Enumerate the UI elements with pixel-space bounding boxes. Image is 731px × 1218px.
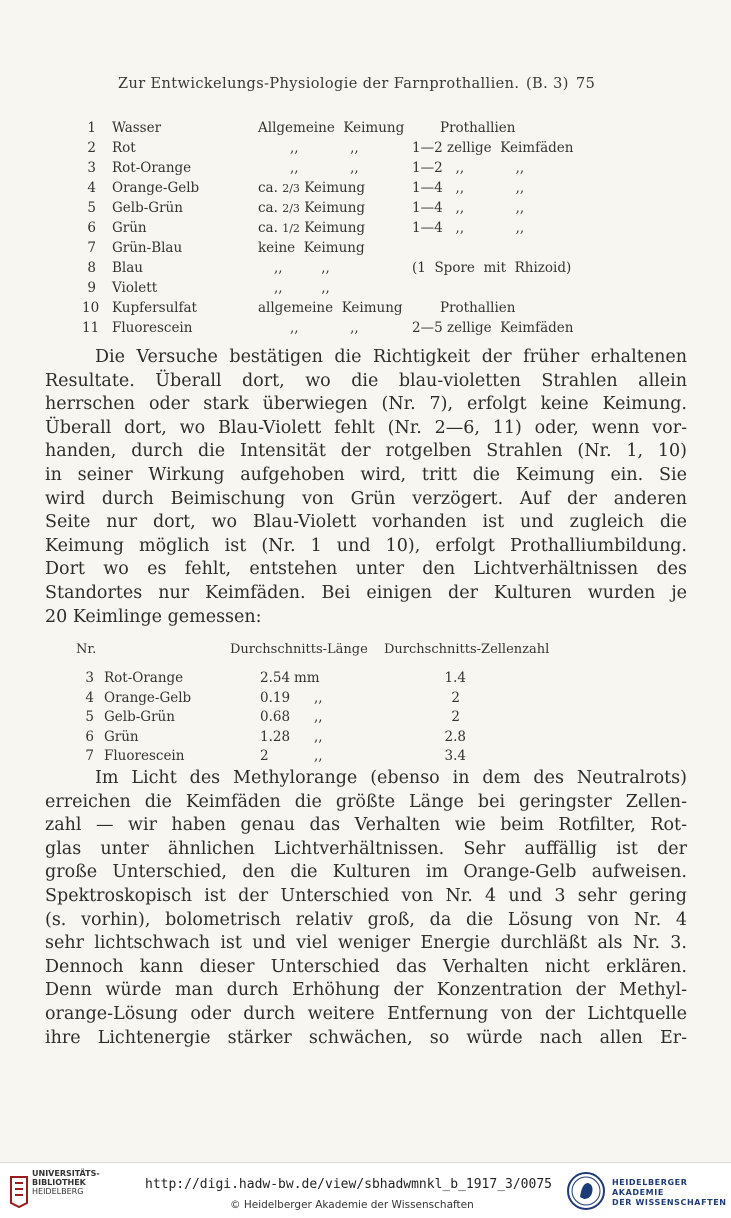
table-row — [0, 140, 731, 160]
table-row — [0, 320, 731, 340]
length-unit: ,, — [314, 728, 323, 745]
footer-bar — [0, 1162, 731, 1218]
text-line: zahl — wir haben genau das Verhalten wie beim Rotfilter, Rot- — [45, 815, 687, 836]
light-filter-name: Rot-Orange — [104, 670, 184, 686]
text-line: Dennoch kann dieser Unterschied das Verhalten nicht erklären. — [45, 956, 687, 977]
table-row — [0, 260, 731, 280]
row-number: 4 — [85, 689, 94, 706]
germination-cell — [258, 220, 365, 236]
light-filter-name: Rot — [112, 140, 136, 156]
permalink-url[interactable]: http://digi.hadw-bw.de/view/sbhadwmnkl_b_1917_3/0075 — [145, 1177, 552, 1192]
light-filter-name: Rot-Orange — [112, 160, 192, 176]
light-filter-name: Grün-Blau — [112, 240, 183, 256]
germination-cell: Allgemeine Keimung — [258, 120, 405, 136]
row-number: 10 — [82, 300, 100, 316]
running-head-section: (B. 3) — [526, 76, 569, 92]
germination-cell: ,, ,, — [274, 280, 330, 296]
body-paragraph-2 — [45, 767, 687, 1050]
table-row — [0, 120, 731, 140]
header-nr: Nr. — [76, 642, 97, 657]
light-filter-name: Blau — [112, 260, 143, 276]
prothallia-cell: (1 Spore mit Rhizoid) — [412, 260, 572, 276]
average-cell-count: 2 — [451, 709, 460, 725]
prothallia-cell: 1—4 ,, ,, — [412, 200, 525, 216]
prothallia-cell: Prothallien — [440, 120, 516, 136]
prothallia-cell: 2—5 zellige Keimfäden — [412, 320, 574, 336]
average-length: 1.28 — [260, 728, 291, 745]
university-library-label — [32, 1169, 100, 1196]
text-line: Spektroskopisch ist der Unterschied von Nr. 4 und 3 sehr gering — [45, 885, 687, 906]
germination-suffix: Keimung — [304, 180, 366, 196]
text-line: in seiner Wirkung aufgehoben wird, tritt die Keimung ein. Sie — [45, 464, 687, 485]
academy-line-1: HEIDELBERGER AKADEMIE — [612, 1178, 688, 1197]
average-cell-count: 2 — [451, 689, 460, 706]
germination-prefix: ca. — [258, 220, 278, 236]
text-line: 20 Keimlinge gemessen: — [45, 606, 262, 627]
text-line: erreichen die Keimfäden die größte Länge bei geringster Zellen- — [45, 791, 687, 812]
row-number: 6 — [85, 728, 94, 745]
row-number: 6 — [87, 220, 96, 236]
table-row — [0, 690, 731, 710]
germination-prefix: ca. — [258, 180, 278, 196]
logo-line-2: BIBLIOTHEK — [32, 1178, 86, 1187]
text-line: wird durch Beimischung von Grün verzögert. Auf der anderen — [45, 488, 687, 509]
row-number: 11 — [82, 320, 100, 336]
germination-suffix: Keimung — [304, 220, 366, 236]
text-line: herrschen oder stark überwiegen (Nr. 7), erfolgt keine Keimung. — [45, 394, 687, 415]
text-line: Standortes nur Keimfäden. Bei einigen der Kulturen wurden je — [45, 582, 687, 603]
body-paragraph-1 — [45, 346, 687, 629]
row-number: 7 — [85, 748, 94, 764]
germination-prefix: ca. — [258, 200, 278, 216]
length-unit: ,, — [314, 709, 323, 725]
average-length: 0.19 — [260, 689, 291, 706]
text-line: Im Licht des Methylorange (ebenso in dem des Neutralrots) — [95, 768, 687, 788]
light-filter-name: Kupfersulfat — [112, 300, 197, 316]
germination-cell: ,, ,, — [290, 140, 359, 156]
germination-cell: keine Keimung — [258, 240, 365, 256]
germination-cell: ,, ,, — [290, 160, 359, 176]
table-row — [0, 670, 731, 690]
light-filter-name: Gelb-Grün — [112, 200, 183, 216]
academy-line-2: DER WISSENSCHAFTEN — [612, 1198, 727, 1207]
average-cell-count: 3.4 — [444, 748, 466, 764]
light-filter-name: Orange-Gelb — [104, 689, 192, 706]
library-emblem-icon — [8, 1173, 30, 1209]
row-number: 3 — [87, 160, 96, 176]
table-row — [0, 709, 731, 729]
academy-seal-logo[interactable] — [566, 1171, 606, 1211]
average-cell-count: 2.8 — [444, 728, 466, 745]
table-header — [0, 642, 731, 670]
germination-cell: ,, ,, — [290, 320, 359, 336]
germination-fraction: 2/3 — [282, 202, 300, 215]
prothallia-cell: 1—2 ,, ,, — [412, 160, 525, 176]
light-filter-name: Gelb-Grün — [104, 709, 175, 725]
text-line: Dort wo es fehlt, entstehen unter den Lichtverhältnissen des — [45, 559, 687, 580]
row-number: 2 — [87, 140, 96, 156]
average-length: 2 — [260, 748, 269, 764]
length-unit: ,, — [314, 748, 323, 764]
average-cell-count: 1.4 — [444, 670, 466, 686]
germination-table — [0, 120, 731, 340]
germination-suffix: Keimung — [304, 200, 366, 216]
row-number: 9 — [87, 280, 96, 296]
germination-cell — [258, 200, 365, 216]
text-line: sehr lichtschwach ist und viel weniger Energie durchläßt als Nr. 3. — [45, 933, 687, 954]
germination-cell — [258, 180, 365, 196]
table-row — [0, 729, 731, 749]
germination-cell: ,, ,, — [274, 260, 330, 276]
academy-label — [612, 1178, 731, 1208]
logo-line-3: HEIDELBERG — [32, 1187, 84, 1196]
text-line: handen, durch die Intensität der rotgelben Strahlen (Nr. 1, 10) — [45, 441, 687, 462]
length-unit: mm — [294, 670, 320, 686]
light-filter-name: Fluorescein — [104, 748, 185, 764]
text-line: Die Versuche bestätigen die Richtigkeit der früher erhaltenen — [95, 347, 687, 367]
light-filter-name: Violett — [112, 280, 158, 296]
light-filter-name: Wasser — [112, 120, 162, 136]
light-filter-name: Grün — [112, 220, 147, 236]
table-row — [0, 180, 731, 200]
length-unit: ,, — [314, 689, 323, 706]
page-number: 75 — [576, 76, 596, 92]
text-line: Überall dort, wo Blau-Violett fehlt (Nr. 2—6, 11) oder, wenn vor- — [45, 417, 687, 438]
prothallia-cell: 1—2 zellige Keimfäden — [412, 140, 574, 156]
table-row — [0, 160, 731, 180]
prothallia-cell: Prothallien — [440, 300, 516, 316]
table-row — [0, 300, 731, 320]
text-line: (s. vorhin), bolometrisch relativ groß, da die Lösung von Nr. 4 — [45, 909, 687, 930]
table-row — [0, 200, 731, 220]
running-head — [118, 76, 598, 92]
average-length: 0.68 — [260, 709, 291, 725]
row-number: 4 — [87, 180, 96, 196]
header-cells: Durchschnitts-Zellenzahl — [384, 642, 550, 657]
text-line: Resultate. Überall dort, wo die blau-violetten Strahlen allein — [45, 370, 687, 391]
text-line: Denn würde man durch Erhöhung der Konzentration der Methyl- — [45, 980, 687, 1001]
prothallia-cell: 1—4 ,, ,, — [412, 180, 525, 196]
copyright-notice: © Heidelberger Akademie der Wissenschaften — [230, 1199, 474, 1211]
table-row — [0, 220, 731, 240]
light-filter-name: Grün — [104, 728, 139, 745]
light-filter-name: Fluorescein — [112, 320, 193, 336]
row-number: 3 — [85, 670, 94, 686]
table-row — [0, 280, 731, 300]
germination-fraction: 1/2 — [282, 222, 300, 235]
logo-line-1: UNIVERSITÄTS- — [32, 1169, 100, 1178]
row-number: 5 — [87, 200, 96, 216]
row-number: 7 — [87, 240, 96, 256]
text-line: Seite nur dort, wo Blau-Violett vorhanden ist und zugleich die — [45, 512, 687, 533]
table-row — [0, 748, 731, 768]
header-length: Durchschnitts-Länge — [230, 642, 368, 657]
average-length: 2.54 — [260, 670, 291, 686]
running-head-title: Zur Entwickelungs-Physiologie der Farnprothallien. — [118, 76, 520, 92]
measurement-table — [0, 642, 731, 768]
light-filter-name: Orange-Gelb — [112, 180, 200, 196]
text-line: ihre Lichtenergie stärker schwächen, so würde nach allen Er- — [45, 1027, 687, 1048]
text-line: orange-Lösung oder durch weitere Entfernung von der Lichtquelle — [45, 1003, 687, 1024]
academy-seal-icon — [566, 1171, 606, 1211]
prothallia-cell: 1—4 ,, ,, — [412, 220, 525, 236]
germination-fraction: 2/3 — [282, 182, 300, 195]
text-line: glas unter ähnlichen Lichtverhältnissen. Sehr auffällig ist der — [45, 838, 687, 859]
row-number: 8 — [87, 260, 96, 276]
row-number: 1 — [87, 120, 96, 136]
text-line: große Unterschied, den die Kulturen im Orange-Gelb aufweisen. — [45, 862, 687, 883]
table-row — [0, 240, 731, 260]
row-number: 5 — [85, 709, 94, 725]
text-line: Keimung möglich ist (Nr. 1 und 10), erfolgt Prothalliumbildung. — [45, 535, 687, 556]
germination-cell: allgemeine Keimung — [258, 300, 403, 316]
